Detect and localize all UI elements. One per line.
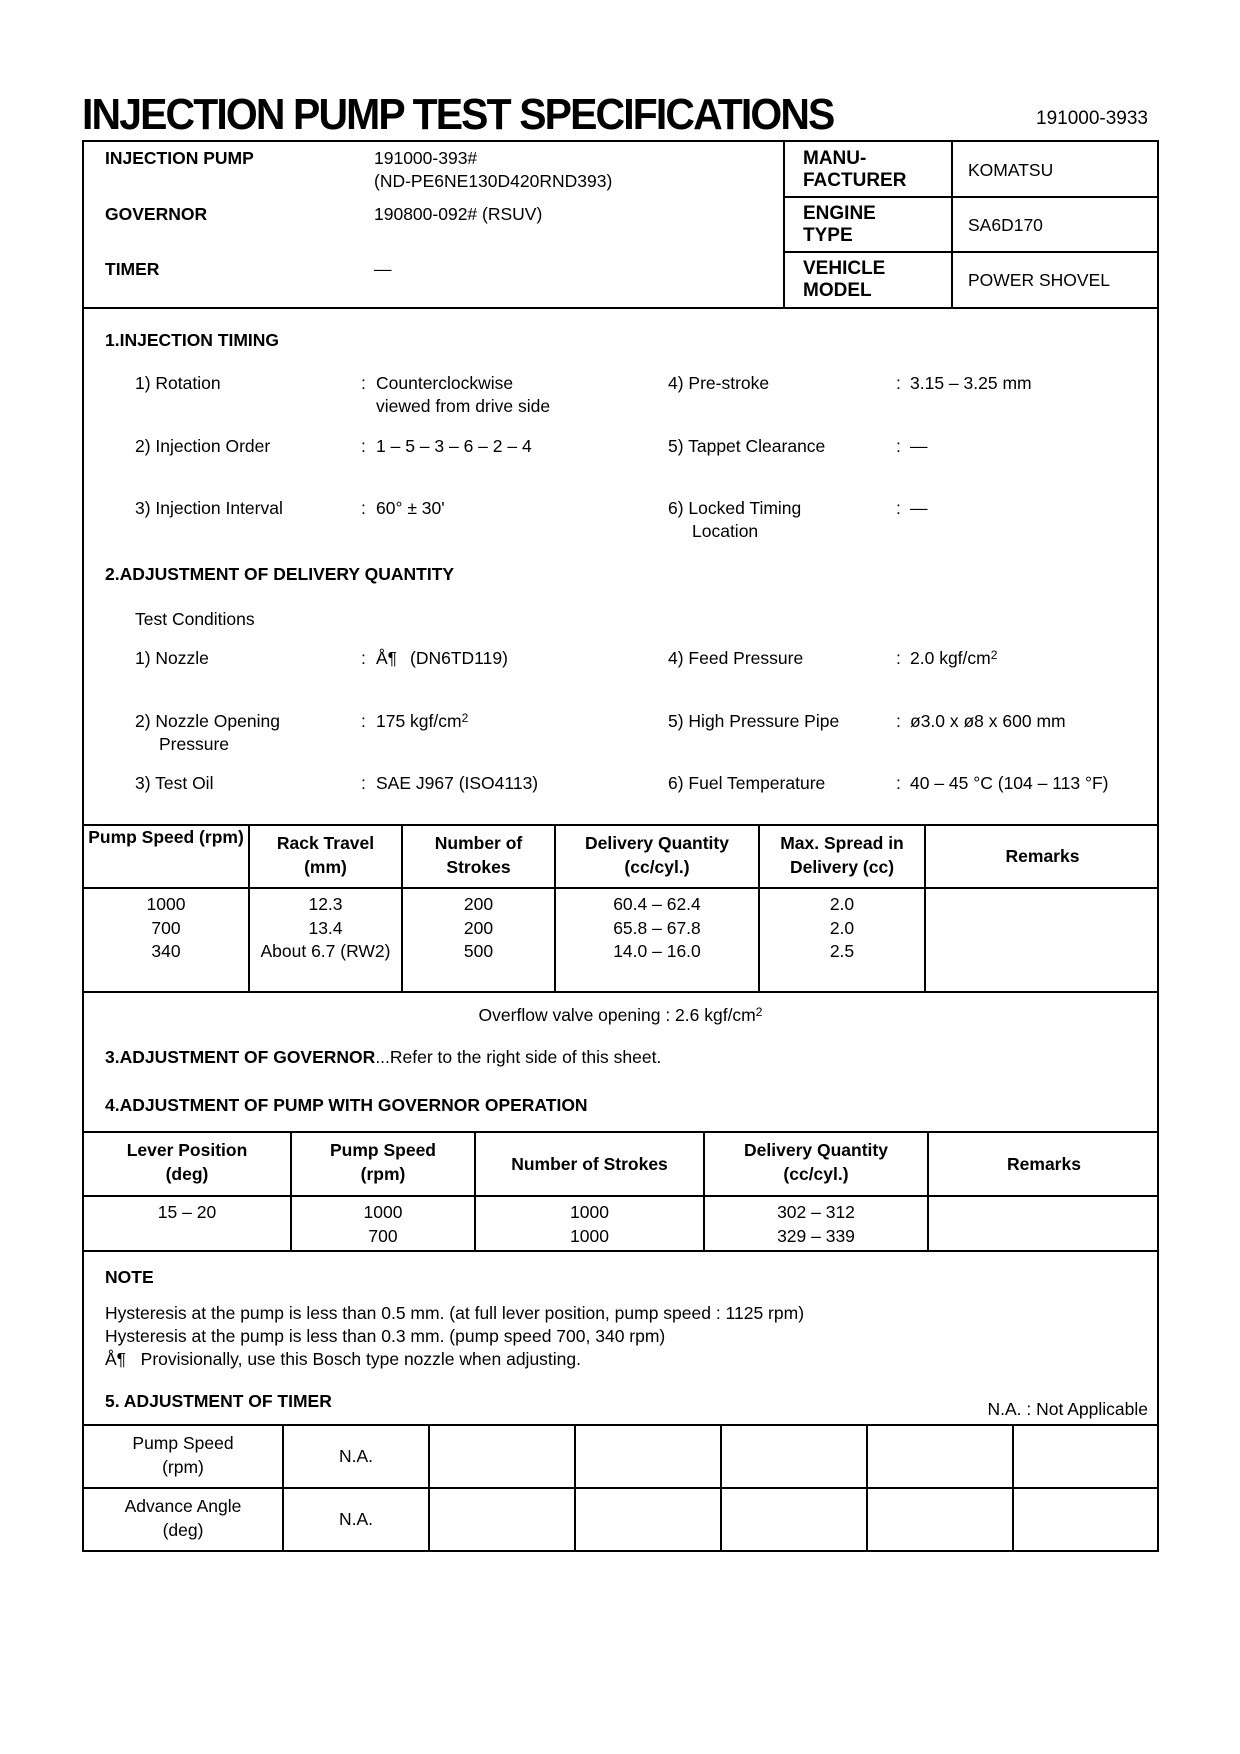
injection-order-label: 2) Injection Order xyxy=(135,436,271,456)
timer-col-line-3 xyxy=(574,1424,576,1552)
test-oil-value: SAE J967 (ISO4113) xyxy=(376,773,539,793)
fuel-temperature-label: 6) Fuel Temperature xyxy=(668,773,826,793)
table-cell: 2.0 xyxy=(829,894,855,914)
timer-col-line-4 xyxy=(720,1424,722,1552)
delivery-col-rack-travel xyxy=(250,893,401,964)
table-cell: 302 – 312 xyxy=(777,1202,855,1222)
injection-order-value: 1 – 5 – 3 – 6 – 2 – 4 xyxy=(376,436,532,456)
timer-row-1-label-line-2: (rpm) xyxy=(162,1456,204,1477)
tappet-clearance-value: — xyxy=(910,436,928,456)
table-cell: 65.8 – 67.8 xyxy=(613,917,701,938)
governor-header-quantity xyxy=(705,1139,927,1186)
delivery-header-quantity xyxy=(556,832,758,879)
governor-header-quantity-line-2: (cc/cyl.) xyxy=(783,1163,849,1184)
vehicle-value: POWER SHOVEL xyxy=(968,270,1110,290)
governor-header-lever-line-1: Lever Position xyxy=(126,1140,248,1160)
high-pressure-pipe-label: 5) High Pressure Pipe xyxy=(668,711,840,731)
timer-table-middle xyxy=(82,1487,1159,1489)
rotation-value-1: Counterclockwise xyxy=(376,373,514,393)
overflow-valve-note: Overflow valve opening : 2.6 kgf/$cm^2$ xyxy=(478,1005,763,1025)
nozzle-label: 1) Nozzle xyxy=(135,648,209,668)
governor-table-header-bottom xyxy=(82,1195,1159,1197)
table-cell: 1000 xyxy=(146,894,186,914)
injection-pump-value-1: 191000-393# xyxy=(374,148,478,168)
timer-col-line-6 xyxy=(1012,1424,1014,1552)
timer-row-1-value: N.A. xyxy=(338,1446,374,1466)
note-line-3-text: Provisionally, use this Bosch type nozzle when adjusting. xyxy=(140,1349,582,1369)
governor-header-remarks: Remarks xyxy=(1007,1153,1081,1174)
nozzle-mark: Å¶ xyxy=(105,1349,127,1369)
delivery-header-quantity-line-2: (cc/cyl.) xyxy=(624,856,690,877)
delivery-table-header-bottom xyxy=(82,887,1159,889)
table-cell: 1000 xyxy=(363,1202,403,1222)
fuel-temperature-value: 40 – 45 °C (104 – 113 °F) xyxy=(910,773,1109,793)
timer-col-line-5 xyxy=(866,1424,868,1552)
section-2-heading: 2.ADJUSTMENT OF DELIVERY QUANTITY xyxy=(105,564,455,584)
injection-interval-colon: : xyxy=(361,498,366,518)
document-number: 191000-3933 xyxy=(1036,108,1148,129)
delivery-header-max-spread-line-1: Max. Spread in xyxy=(780,833,904,853)
note-line-3 xyxy=(105,1348,581,1371)
nozzle-opening-value: 175 kgf/$cm^2$ xyxy=(376,711,469,731)
high-pressure-pipe-value: ø3.0 x ø8 x 600 mm xyxy=(910,711,1066,731)
nozzle-opening-label-1: 2) Nozzle Opening xyxy=(135,711,280,731)
table-cell: 500 xyxy=(463,941,494,961)
feed-pressure-label: 4) Feed Pressure xyxy=(668,648,804,668)
injection-pump-value-2: (ND-PE6NE130D420RND393) xyxy=(374,171,613,191)
table-cell: About 6.7 (RW2) xyxy=(260,941,391,961)
nozzle-opening-label-2: Pressure xyxy=(159,734,230,754)
note-heading: NOTE xyxy=(105,1267,154,1287)
engine-label-1: ENGINE xyxy=(803,203,876,224)
note-line-2: Hysteresis at the pump is less than 0.3 mm. (pump speed 700, 340 rpm) xyxy=(105,1326,666,1346)
injection-interval-label: 3) Injection Interval xyxy=(135,498,283,518)
header-row-divider-1 xyxy=(783,196,1159,198)
timer-label: TIMER xyxy=(105,259,160,279)
table-cell: 200 xyxy=(463,894,494,914)
section-3-heading: 3.ADJUSTMENT OF GOVERNOR xyxy=(105,1047,376,1067)
delivery-col-max-spread xyxy=(760,893,924,964)
delivery-header-pump-speed: Pump Speed (rpm) xyxy=(88,827,244,847)
engine-label-2: TYPE xyxy=(803,225,853,246)
governor-header-strokes: Number of Strokes xyxy=(511,1153,668,1174)
timer-row-1-label xyxy=(84,1432,282,1479)
table-cell: 2.5 xyxy=(829,941,855,961)
header-col-divider-2 xyxy=(951,140,953,309)
vehicle-label-1: VEHICLE xyxy=(803,258,886,279)
delivery-table-bottom xyxy=(82,991,1159,993)
injection-pump-label: INJECTION PUMP xyxy=(105,148,254,168)
delivery-col-quantity xyxy=(556,893,758,964)
delivery-header-max-spread xyxy=(760,832,924,879)
rotation-value-2: viewed from drive side xyxy=(376,396,551,416)
section-3-line xyxy=(105,1046,661,1069)
prestroke-value: 3.15 – 3.25 mm xyxy=(910,373,1032,393)
test-oil-colon: : xyxy=(361,773,366,793)
timer-col-line-2 xyxy=(428,1424,430,1552)
rotation-colon: : xyxy=(361,373,366,393)
fuel-temperature-colon: : xyxy=(896,773,901,793)
tappet-clearance-colon: : xyxy=(896,436,901,456)
governor-header-pump-speed-line-2: (rpm) xyxy=(360,1163,406,1184)
test-oil-label: 3) Test Oil xyxy=(135,773,214,793)
prestroke-label: 4) Pre-stroke xyxy=(668,373,770,393)
engine-value: SA6D170 xyxy=(968,215,1043,235)
injection-interval-value: 60° ± 30' xyxy=(376,498,445,518)
timer-row-2-value: N.A. xyxy=(338,1509,374,1529)
vehicle-label-2: MODEL xyxy=(803,280,872,301)
manufacturer-label-2: FACTURER xyxy=(803,170,907,191)
table-cell: 2.0 xyxy=(829,917,855,938)
nozzle-colon: : xyxy=(361,648,366,668)
governor-col-strokes xyxy=(476,1201,703,1248)
test-conditions-label: Test Conditions xyxy=(135,609,255,629)
locked-timing-value: — xyxy=(910,498,928,518)
locked-timing-label-1: 6) Locked Timing xyxy=(668,498,802,518)
governor-col-quantity xyxy=(705,1201,927,1248)
table-cell: 13.4 xyxy=(308,917,343,938)
table-cell: 700 xyxy=(368,1225,398,1246)
timer-row-1-label-line-1: Pump Speed xyxy=(132,1433,234,1453)
section-1-heading: 1.INJECTION TIMING xyxy=(105,330,280,350)
injection-order-colon: : xyxy=(361,436,366,456)
governor-header-lever-line-2: (deg) xyxy=(165,1163,209,1184)
header-divider xyxy=(82,307,1159,309)
section-4-heading: 4.ADJUSTMENT OF PUMP WITH GOVERNOR OPERATION xyxy=(105,1095,588,1115)
delivery-header-strokes-line-1: Number of xyxy=(434,833,523,853)
governor-header-quantity-line-1: Delivery Quantity xyxy=(744,1140,888,1160)
timer-value: — xyxy=(374,259,392,279)
table-cell: 200 xyxy=(463,917,494,938)
governor-header-pump-speed xyxy=(292,1139,474,1186)
locked-timing-colon: : xyxy=(896,498,901,518)
governor-label: GOVERNOR xyxy=(105,204,208,224)
header-col-divider-1 xyxy=(783,140,785,309)
table-cell: 340 xyxy=(151,941,181,961)
timer-row-2-label-line-2: (deg) xyxy=(162,1519,204,1540)
nozzle-value: (DN6TD119) xyxy=(410,648,508,668)
rotation-label: 1) Rotation xyxy=(135,373,221,393)
governor-col-pump-speed xyxy=(292,1201,474,1248)
delivery-header-strokes-line-2: Strokes xyxy=(446,856,511,877)
page-title: INJECTION PUMP TEST SPECIFICATIONS xyxy=(82,90,834,139)
delivery-header-quantity-line-1: Delivery Quantity xyxy=(585,833,729,853)
nozzle-mark: Å¶ xyxy=(376,648,398,668)
table-cell: 1000 xyxy=(570,1225,609,1246)
delivery-header-strokes xyxy=(403,832,554,879)
table-cell: 329 – 339 xyxy=(777,1225,855,1246)
governor-header-pump-speed-line-1: Pump Speed xyxy=(330,1140,436,1160)
table-cell: 60.4 – 62.4 xyxy=(613,894,701,914)
timer-row-2-label-line-1: Advance Angle xyxy=(124,1496,242,1516)
delivery-col-strokes xyxy=(403,893,554,964)
section-5-heading: 5. ADJUSTMENT OF TIMER xyxy=(105,1391,332,1411)
delivery-header-rack-travel xyxy=(250,832,401,879)
header-row-divider-2 xyxy=(783,251,1159,253)
high-pressure-pipe-colon: : xyxy=(896,711,901,731)
table-cell: 14.0 – 16.0 xyxy=(613,941,701,961)
governor-col-lever xyxy=(84,1201,290,1225)
na-note: N.A. : Not Applicable xyxy=(987,1399,1148,1419)
delivery-header-max-spread-line-2: Delivery (cc) xyxy=(789,856,895,877)
timer-table-top xyxy=(82,1424,1159,1426)
nozzle-opening-colon: : xyxy=(361,711,366,731)
delivery-header-rack-travel-line-1: Rack Travel xyxy=(276,833,375,853)
governor-value: 190800-092# (RSUV) xyxy=(374,204,543,224)
prestroke-colon: : xyxy=(896,373,901,393)
locked-timing-label-2: Location xyxy=(692,521,759,541)
note-line-1: Hysteresis at the pump is less than 0.5 mm. (at full lever position, pump speed : 1125 rpm) xyxy=(105,1303,805,1323)
manufacturer-label-1: MANU- xyxy=(803,148,867,169)
feed-pressure-colon: : xyxy=(896,648,901,668)
section-3-text: ...Refer to the right side of this sheet. xyxy=(375,1047,662,1067)
table-cell: 12.3 xyxy=(308,894,343,914)
governor-table-bottom xyxy=(82,1250,1159,1252)
delivery-col-pump-speed xyxy=(84,893,248,964)
table-cell: 15 – 20 xyxy=(157,1202,217,1222)
table-cell: 700 xyxy=(151,917,181,938)
table-cell: 1000 xyxy=(570,1202,609,1222)
governor-header-lever xyxy=(84,1139,290,1186)
feed-pressure-value: 2.0 kgf/$cm^2$ xyxy=(910,648,998,668)
timer-row-2-label xyxy=(84,1495,282,1542)
delivery-header-remarks: Remarks xyxy=(1005,846,1080,866)
tappet-clearance-label: 5) Tappet Clearance xyxy=(668,436,826,456)
manufacturer-value: KOMATSU xyxy=(968,160,1054,180)
delivery-header-rack-travel-line-2: (mm) xyxy=(304,856,347,877)
